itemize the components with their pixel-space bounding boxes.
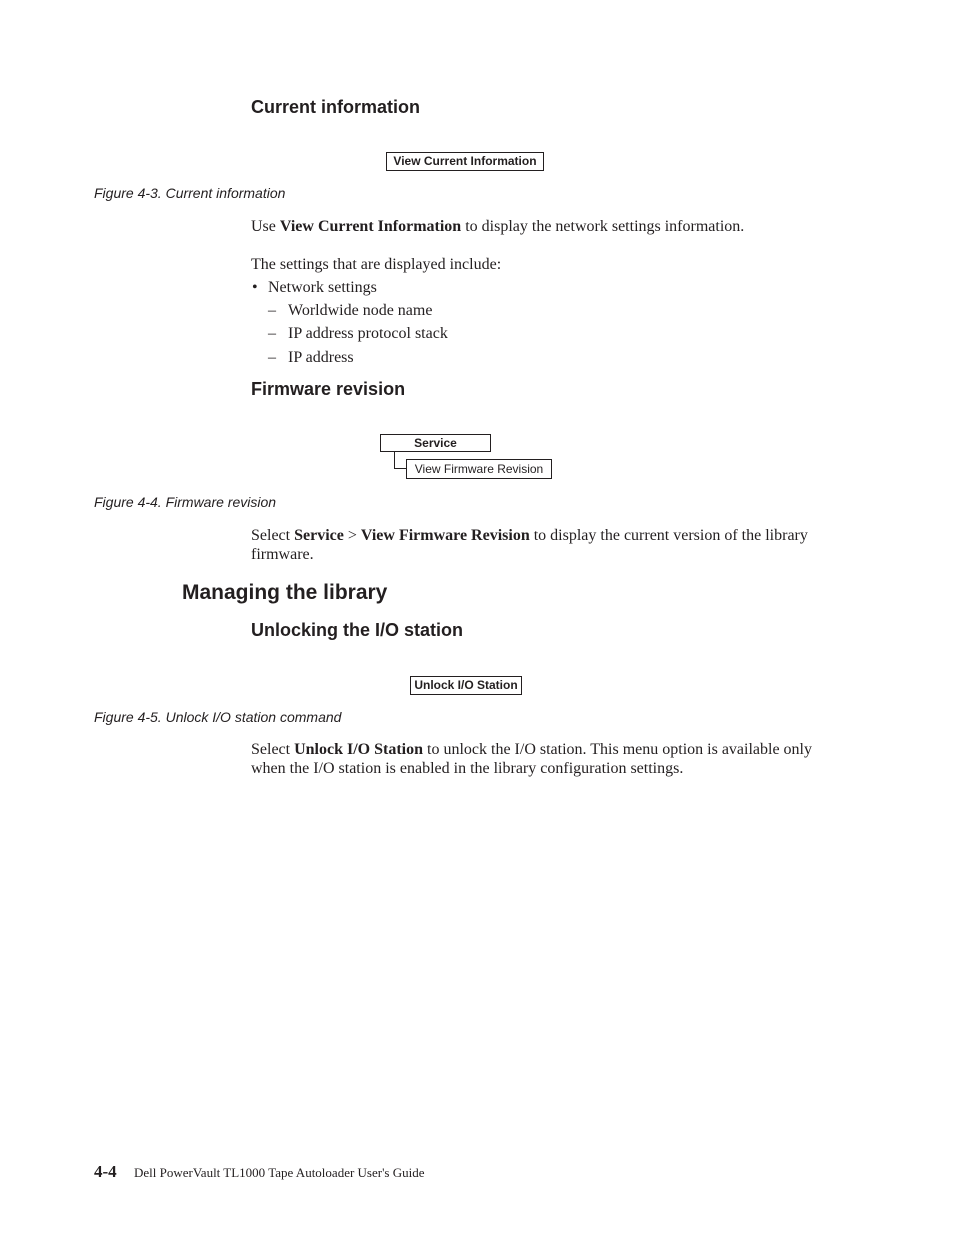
paragraph: [251, 740, 841, 778]
unlock-io-station-menu-item[interactable]: Unlock I/O Station: [410, 676, 522, 695]
section-heading-firmware-revision: Firmware revision: [251, 379, 406, 399]
section-heading-unlocking-io-station: Unlocking the I/O station: [251, 620, 464, 640]
dash: –: [268, 349, 276, 366]
bold-text: Service: [294, 527, 344, 544]
section-heading-current-information: Current information: [251, 97, 420, 117]
service-menu-item[interactable]: Service: [380, 434, 491, 452]
bold-text: Unlock I/O Station: [294, 741, 424, 758]
text: to display the current version of the library firmware.: [251, 527, 808, 563]
text: >: [343, 527, 361, 544]
sub-list-item: IP address protocol stack: [288, 325, 448, 342]
view-firmware-revision-menu-item[interactable]: View Firmware Revision: [406, 459, 552, 479]
text: to display the network settings information.: [461, 218, 745, 235]
list-item: Network settings: [268, 279, 377, 296]
bullet: •: [252, 279, 258, 296]
view-current-information-menu-item[interactable]: View Current Information: [386, 152, 544, 171]
text: Select: [251, 741, 295, 758]
page-number: 4-4: [94, 1162, 117, 1181]
list-intro: The settings that are displayed include:: [251, 256, 502, 273]
text: Select: [251, 527, 295, 544]
paragraph: [251, 526, 841, 564]
figure-caption: Figure 4-5. Unlock I/O station command: [94, 709, 342, 725]
figure-caption: Figure 4-3. Current information: [94, 185, 286, 201]
chapter-heading-managing-the-library: Managing the library: [182, 581, 388, 604]
dash: –: [268, 325, 276, 342]
dash: –: [268, 302, 276, 319]
paragraph: [251, 217, 841, 236]
sub-list-item: IP address: [288, 349, 354, 366]
bold-text: View Firmware Revision: [360, 527, 530, 544]
footer-title: Dell PowerVault TL1000 Tape Autoloader User's Guide: [134, 1165, 425, 1180]
figure-caption: Figure 4-4. Firmware revision: [94, 494, 277, 510]
bold-text: View Current Information: [279, 218, 462, 235]
text: to unlock the I/O station. This menu option is available only when the I/O station is enabled in the library configuration settings.: [251, 741, 812, 777]
text: Use: [251, 218, 280, 235]
sub-list-item: Worldwide node name: [288, 302, 433, 319]
